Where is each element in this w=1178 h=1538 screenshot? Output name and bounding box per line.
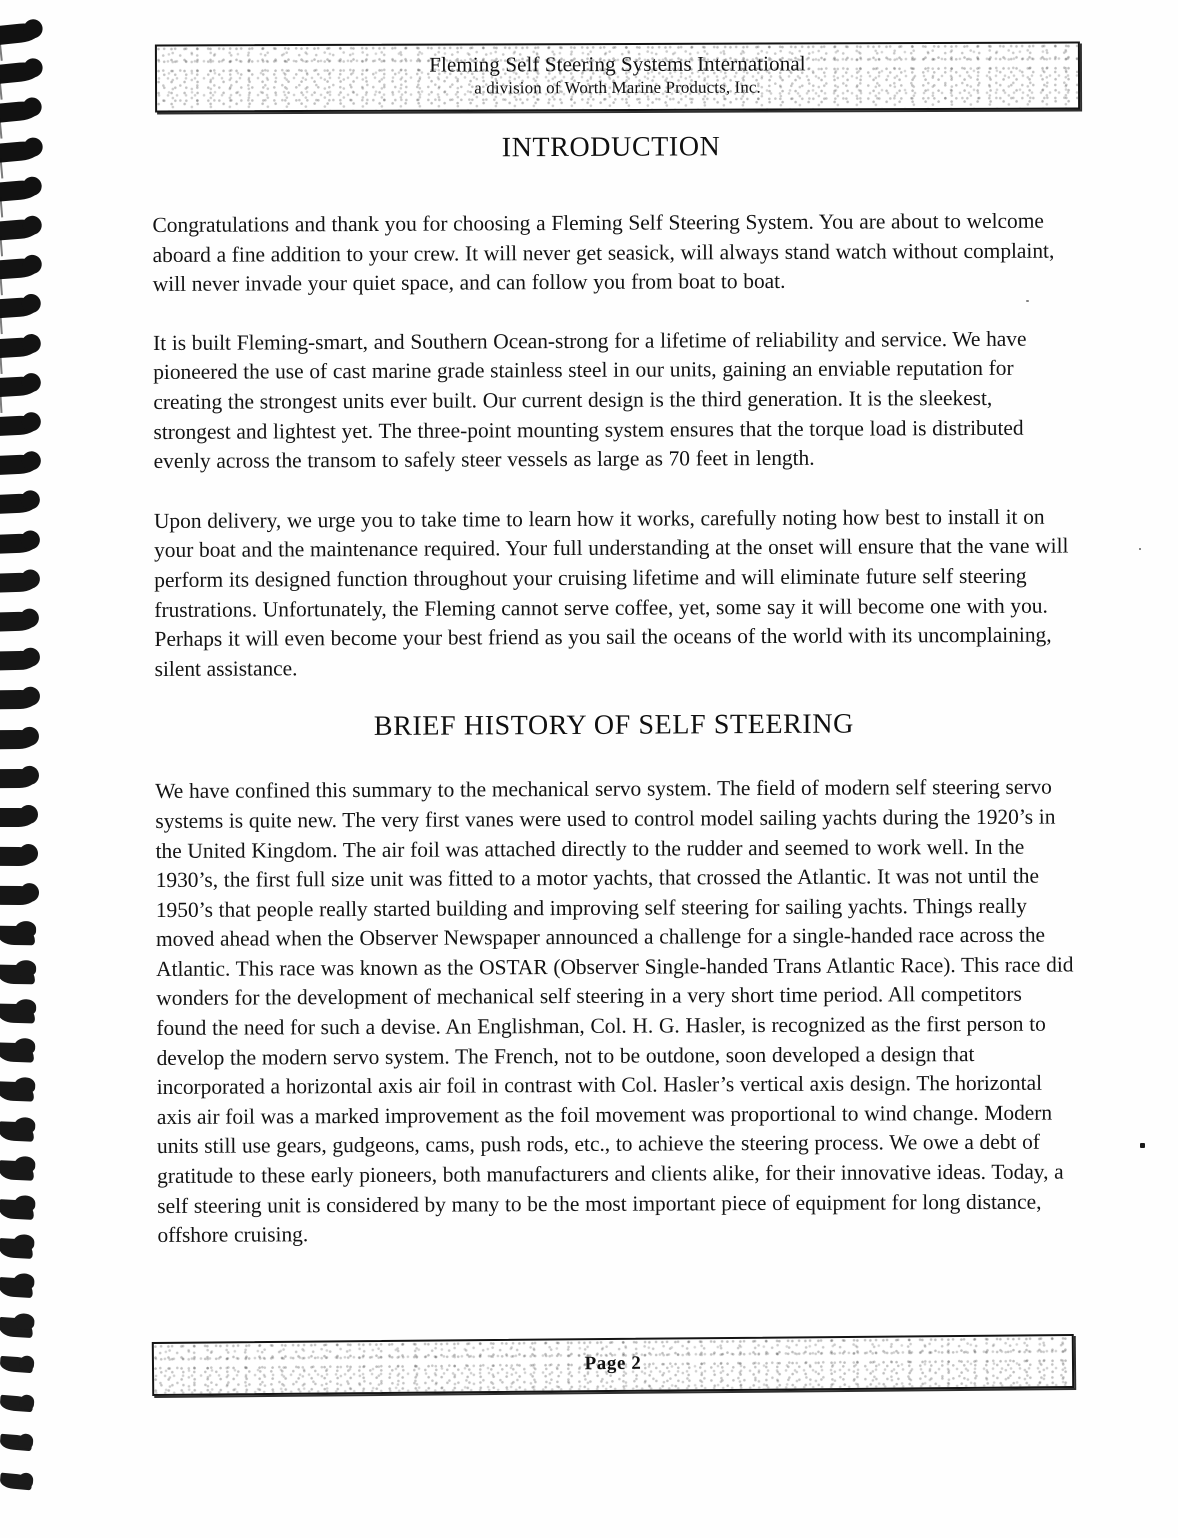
binding-ring	[0, 886, 35, 905]
paragraph: It is built Fleming-smart, and Southern Ocean-strong for a lifetime of reliability and service. We have pioneered the use of cast marine grade stainless steel in our units, gaining an enviable reputation for creating the strongest units ever built. Our current design is the third generation. It is the sleekest, strongest and lightest yet. The three-point mounting system ensures that the torque load is distributed evenly across the transom to safely steer vessels as large as 70 feet in length.	[152, 326, 1027, 474]
binding-ring	[0, 336, 39, 358]
header-box	[155, 42, 1080, 113]
binding-ring	[0, 1473, 33, 1491]
page-number: Page 2	[584, 1352, 642, 1375]
binding-ring	[0, 1356, 33, 1373]
binding-ring	[0, 964, 35, 984]
company-name: Fleming Self Steering Systems International	[429, 51, 806, 77]
binding-ring	[0, 847, 35, 866]
binding-ring	[0, 690, 36, 710]
binding-ring	[0, 297, 39, 319]
binding-ring	[0, 1238, 34, 1259]
binding-ring	[0, 1395, 33, 1412]
section-heading-brief-history: BRIEF HISTORY OF SELF STEERING	[373, 708, 855, 743]
binding-ring	[0, 179, 40, 202]
binding-ring	[0, 140, 40, 163]
binding-ring	[0, 1082, 34, 1102]
spiral-binding	[0, 18, 60, 1518]
binding-ring	[0, 415, 38, 436]
binding-ring	[0, 376, 39, 397]
binding-ring	[0, 454, 38, 475]
company-division: a division of Worth Marine Products, Inc.	[474, 77, 761, 98]
binding-ring	[0, 494, 38, 515]
binding-ring	[0, 729, 36, 748]
binding-ring	[0, 611, 37, 631]
scan-speck	[1140, 1143, 1145, 1148]
header-text-block	[157, 50, 1078, 100]
binding-ring	[0, 258, 39, 280]
binding-ring	[0, 218, 40, 240]
binding-ring	[0, 1121, 34, 1141]
binding-ring	[0, 1043, 35, 1063]
binding-ring	[0, 22, 41, 46]
scan-speck	[1139, 548, 1141, 550]
paragraph: We have confined this summary to the mechanical servo system. The field of modern self steering servo systems is quite new. The very first vanes were used to control model sailing yachts during the 1920’s in the United Kingdom. The air foil was attached directly to the rudder and seemed to work well. In the 1930’s, the first full size unit was fitted to a motor yachts, that crossed the Atlantic. It was not until the 1950’s that people really started building and improving self steering for sailing yachts. Things really moved ahead when the Observer Newspaper announced a challenge for a single-handed race across the Atlantic. This race was known as the OSTAR (Observer Single-handed Trans Atlantic Race). This race did wonders for the development of mechanical self steering in a very short time period. All competitors found the need for such a devise. An Englishman, Col. H. G. Hasler, is recognized as the first person to develop the modern servo system. The French, not to be outdone, soon developed a design that incorporated a horizontal axis air foil in contrast with Col. Hasler’s vertical axis design. The horizontal axis air foil was a marked improvement as the foil movement was proportional to wind change. Modern units still use gears, gudgeons, cams, push rods, etc., to achieve the steering process. We owe a debt of gratitude to these early pioneers, both manufacturers and clients alike, for their innovative ideas. Today, a self steering unit is considered by many to be the most important piece of equipment for long distance, offshore cruising.	[155, 774, 1074, 1248]
binding-ring	[0, 925, 35, 945]
binding-ring	[0, 1160, 34, 1181]
footer-box	[152, 1334, 1074, 1396]
binding-ring	[0, 769, 36, 788]
binding-ring	[0, 572, 37, 592]
section-heading-introduction: INTRODUCTION	[501, 131, 721, 164]
binding-ring	[0, 808, 36, 827]
binding-ring	[0, 1004, 35, 1024]
binding-ring	[0, 1199, 34, 1220]
paragraph: Congratulations and thank you for choosing a Fleming Self Steering System. You are about to welcome aboard a fine addition to your crew. It will never get seasick, will always stand watch without complaint, will never invade your quiet space, and can follow you from boat to boat.	[152, 208, 1055, 297]
binding-ring	[0, 100, 40, 123]
binding-ring	[0, 1434, 33, 1452]
binding-ring	[0, 533, 38, 554]
binding-ring	[0, 651, 37, 671]
paragraph: Upon delivery, we urge you to take time to learn how it works, carefully noting how best to install it on your boat and the maintenance required. Your full understanding at the onset will ensure that the vane will perform its designed function throughout your cruising lifetime and will eliminate future self steering frustrations. Unfortunately, the Fleming cannot serve coffee, yet, some say it will become one with you. Perhaps it will even become your best friend as you sail the oceans of the world with its uncomplaining, silent assistance.	[153, 504, 1069, 681]
scan-speck	[1026, 300, 1029, 302]
binding-ring	[0, 61, 41, 84]
binding-ring	[0, 1277, 34, 1298]
binding-ring	[0, 1317, 33, 1338]
page-content	[152, 124, 1075, 1251]
